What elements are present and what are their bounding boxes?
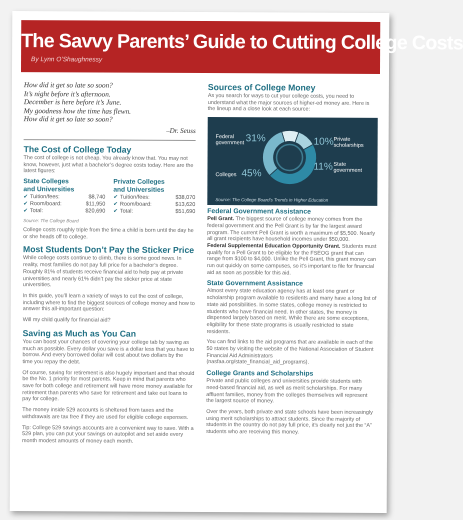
- private-cost-title: Private Colleges: [113, 178, 165, 186]
- saving-p2: Of course, saving for retirement is also hugely important and that should be the No. 1 priority for most parents. Keep in mind that parents who save for both college and retirement will have more money available for retirement than parents who save for retirement and take out loans to pay for college.: [22, 369, 195, 403]
- poem-line: It’s night before it’s afternoon.: [23, 89, 111, 99]
- poem-line: My goodness how the time has flewn.: [23, 106, 132, 116]
- cost-today-heading: The Cost of College Today: [23, 144, 132, 155]
- divider: [24, 139, 196, 141]
- cost-source: Source: The College Board: [23, 218, 79, 224]
- cost-today-intro: The cost of college is not cheap. You already know that. You may not know, however, just what a bachelor’s degree costs today. Here are the latest figures:: [23, 155, 194, 175]
- data-label-colleges: 45%: [241, 168, 262, 180]
- check-icon: ✔: [23, 194, 28, 201]
- college-grants-heading: College Grants and Scholarships: [206, 370, 314, 378]
- cost-row: [113, 209, 195, 216]
- private-cost-title-2: and Universities: [113, 186, 165, 194]
- cost-label: Total:: [119, 208, 134, 215]
- poem-line: December is here before it’s June.: [23, 98, 122, 107]
- byline: By Lynn O’Shaughnessy: [31, 56, 103, 64]
- state-p2: You can find links to the aid programs that are available in each of the 50 states by visiting the website of the National Association of Student Financial Aid Administrators (nasfaa.org/state_financial_aid_programs).: [206, 339, 374, 367]
- cost-value: $51,690: [175, 208, 196, 216]
- sticker-p2: In this guide, you’ll learn a variety of ways to cut the cost of college, including where to find the biggest sources of college money and how to answer this all-important question:: [22, 293, 195, 313]
- sticker-heading: Most Students Don’t Pay the Sticker Price: [23, 244, 195, 256]
- federal-p2-text: Students must qualify for a Pell Grant to be eligible for the FSEOG grant that can range from $100 to $4,000. Unlike the Pell Grant, this grant money can run out quickly on some campuses, so it’s important to file for financial aid as soon as possible for this aid.: [206, 243, 377, 277]
- poem: [24, 81, 196, 125]
- donut-slice-federal-government: [262, 132, 284, 176]
- page-title: The Savvy Parents’ Guide to Cutting College Costs: [21, 30, 463, 55]
- cost-today-outro: College costs roughly triple from the time a child is born until the day he or she heads off to college.: [23, 227, 194, 241]
- cost-label: Tuition/fees:: [119, 194, 150, 201]
- legend-label-state: State government: [333, 161, 362, 174]
- sources-intro: As you search for ways to cut your college costs, you need to understand what the major sources of higher-ed money are. Here is the lineup and a close look at each source:: [207, 93, 370, 113]
- state-heading: State Government Assistance: [206, 280, 303, 288]
- data-label-federal: 31%: [245, 133, 266, 145]
- check-icon: ✔: [113, 208, 118, 215]
- cost-value: $11,950: [85, 201, 106, 208]
- donut-slice-colleges: [269, 144, 316, 184]
- cost-value: $20,690: [85, 208, 106, 215]
- cost-value: $8,740: [88, 194, 106, 201]
- federal-p2: [207, 243, 377, 277]
- cost-label: Room/board:: [119, 201, 152, 208]
- poem-line: How did it get so late so soon?: [23, 115, 113, 124]
- data-label-private: 10%: [313, 136, 334, 148]
- saving-p4: Tip: College 529 savings accounts are a convenient way to save. With a 529 plan, you can put your savings on autopilot and set aside every month modest amounts of money each month.: [22, 424, 194, 445]
- saving-heading: Saving as Much as You Can: [22, 327, 136, 339]
- cost-tables: [23, 178, 195, 216]
- sticker-p3: Will my child qualify for financial aid?: [22, 317, 111, 324]
- cost-row: [23, 208, 105, 215]
- private-cost-table: [113, 179, 195, 216]
- check-icon: ✔: [113, 201, 118, 208]
- federal-p1: [207, 216, 377, 244]
- state-p1: Almost every state education agency has at least one grant or scholarship program available to residents and many have a long list of state aid possibilities. In some states, college money is restricted to students who have financial need. In other states, the money is dispensed largely based on merit. While there are some exceptions, eligibility for these state programs is usually restricted to state residents.: [206, 288, 377, 335]
- legend-label-colleges: Colleges: [215, 172, 237, 179]
- check-icon: ✔: [113, 194, 118, 201]
- poem-line: How did it get so late so soon?: [23, 81, 113, 90]
- state-cost-title: State Colleges: [23, 178, 69, 186]
- legend-label-federal: Federal government: [215, 134, 245, 147]
- chart-source: Source: The College Board’s Trends in Higher Education: [215, 197, 329, 203]
- cost-value: $38,070: [175, 194, 196, 202]
- college-grants-p2: Over the years, both private and state schools have been increasingly using merit scholarships to attract students. Since the majority of students in the country do not pay full price, it’s clearly not just the “A” students who are receiving this money.: [206, 409, 373, 436]
- sources-donut-chart: [207, 117, 377, 206]
- check-icon: ✔: [23, 201, 28, 208]
- data-label-state: 11%: [313, 161, 333, 173]
- document-page: [10, 11, 463, 513]
- sticker-p1: While college costs continue to climb, there is some good news. In reality, most families do not pay full price for a bachelor’s degree. Roughly 81% of students receive financial aid to help pay at private universities and nearly 61% didn’t pay the sticker price at state universities.: [22, 255, 184, 289]
- college-grants-p1: Private and public colleges and universities provide students with need-based financial aid, as well as merit scholarships. For many affluent families, money from the colleges themselves will represent the largest source of money.: [206, 378, 368, 405]
- cost-label: Total:: [29, 208, 44, 215]
- poem-attribution: –Dr. Seuss: [166, 126, 196, 135]
- donut-inner-ring: [276, 145, 302, 171]
- federal-p2-lead: Federal Supplemental Education Opportunity Grant.: [207, 242, 341, 250]
- title-banner: [21, 20, 463, 74]
- saving-p3: The money inside 529 accounts is sheltered from taxes and the withdrawals are tax free if they are used for eligible college expenses.: [22, 407, 189, 421]
- saving-p1: You can boost your chances of covering your college tab by saving as much as possible. Every dollar you save is a dollar less that you have to borrow. And every borrowed dollar will cost about two dollars by the time you repay the debt.: [22, 338, 195, 366]
- sources-heading: Sources of College Money: [207, 82, 316, 93]
- state-cost-table: [23, 178, 105, 215]
- cost-label: Room/board:: [29, 201, 62, 208]
- federal-heading: Federal Government Assistance: [207, 208, 311, 216]
- federal-p1-text: The biggest source of college money comes from the federal government and the Pell Grant is by far the largest award program. The current Pell Grant is worth a maximum of $5,500. Nearly all grant recipients have household incomes under $50,000.: [207, 216, 376, 244]
- federal-p1-lead: Pell Grant.: [207, 216, 235, 223]
- legend-label-private: Private scholarships: [333, 136, 364, 149]
- cost-value: $13,620: [175, 201, 196, 209]
- right-column: [206, 82, 378, 437]
- check-icon: ✔: [23, 208, 28, 215]
- state-cost-title-2: and Universities: [23, 186, 75, 194]
- left-column: [22, 81, 196, 446]
- cost-label: Tuition/fees:: [29, 194, 60, 201]
